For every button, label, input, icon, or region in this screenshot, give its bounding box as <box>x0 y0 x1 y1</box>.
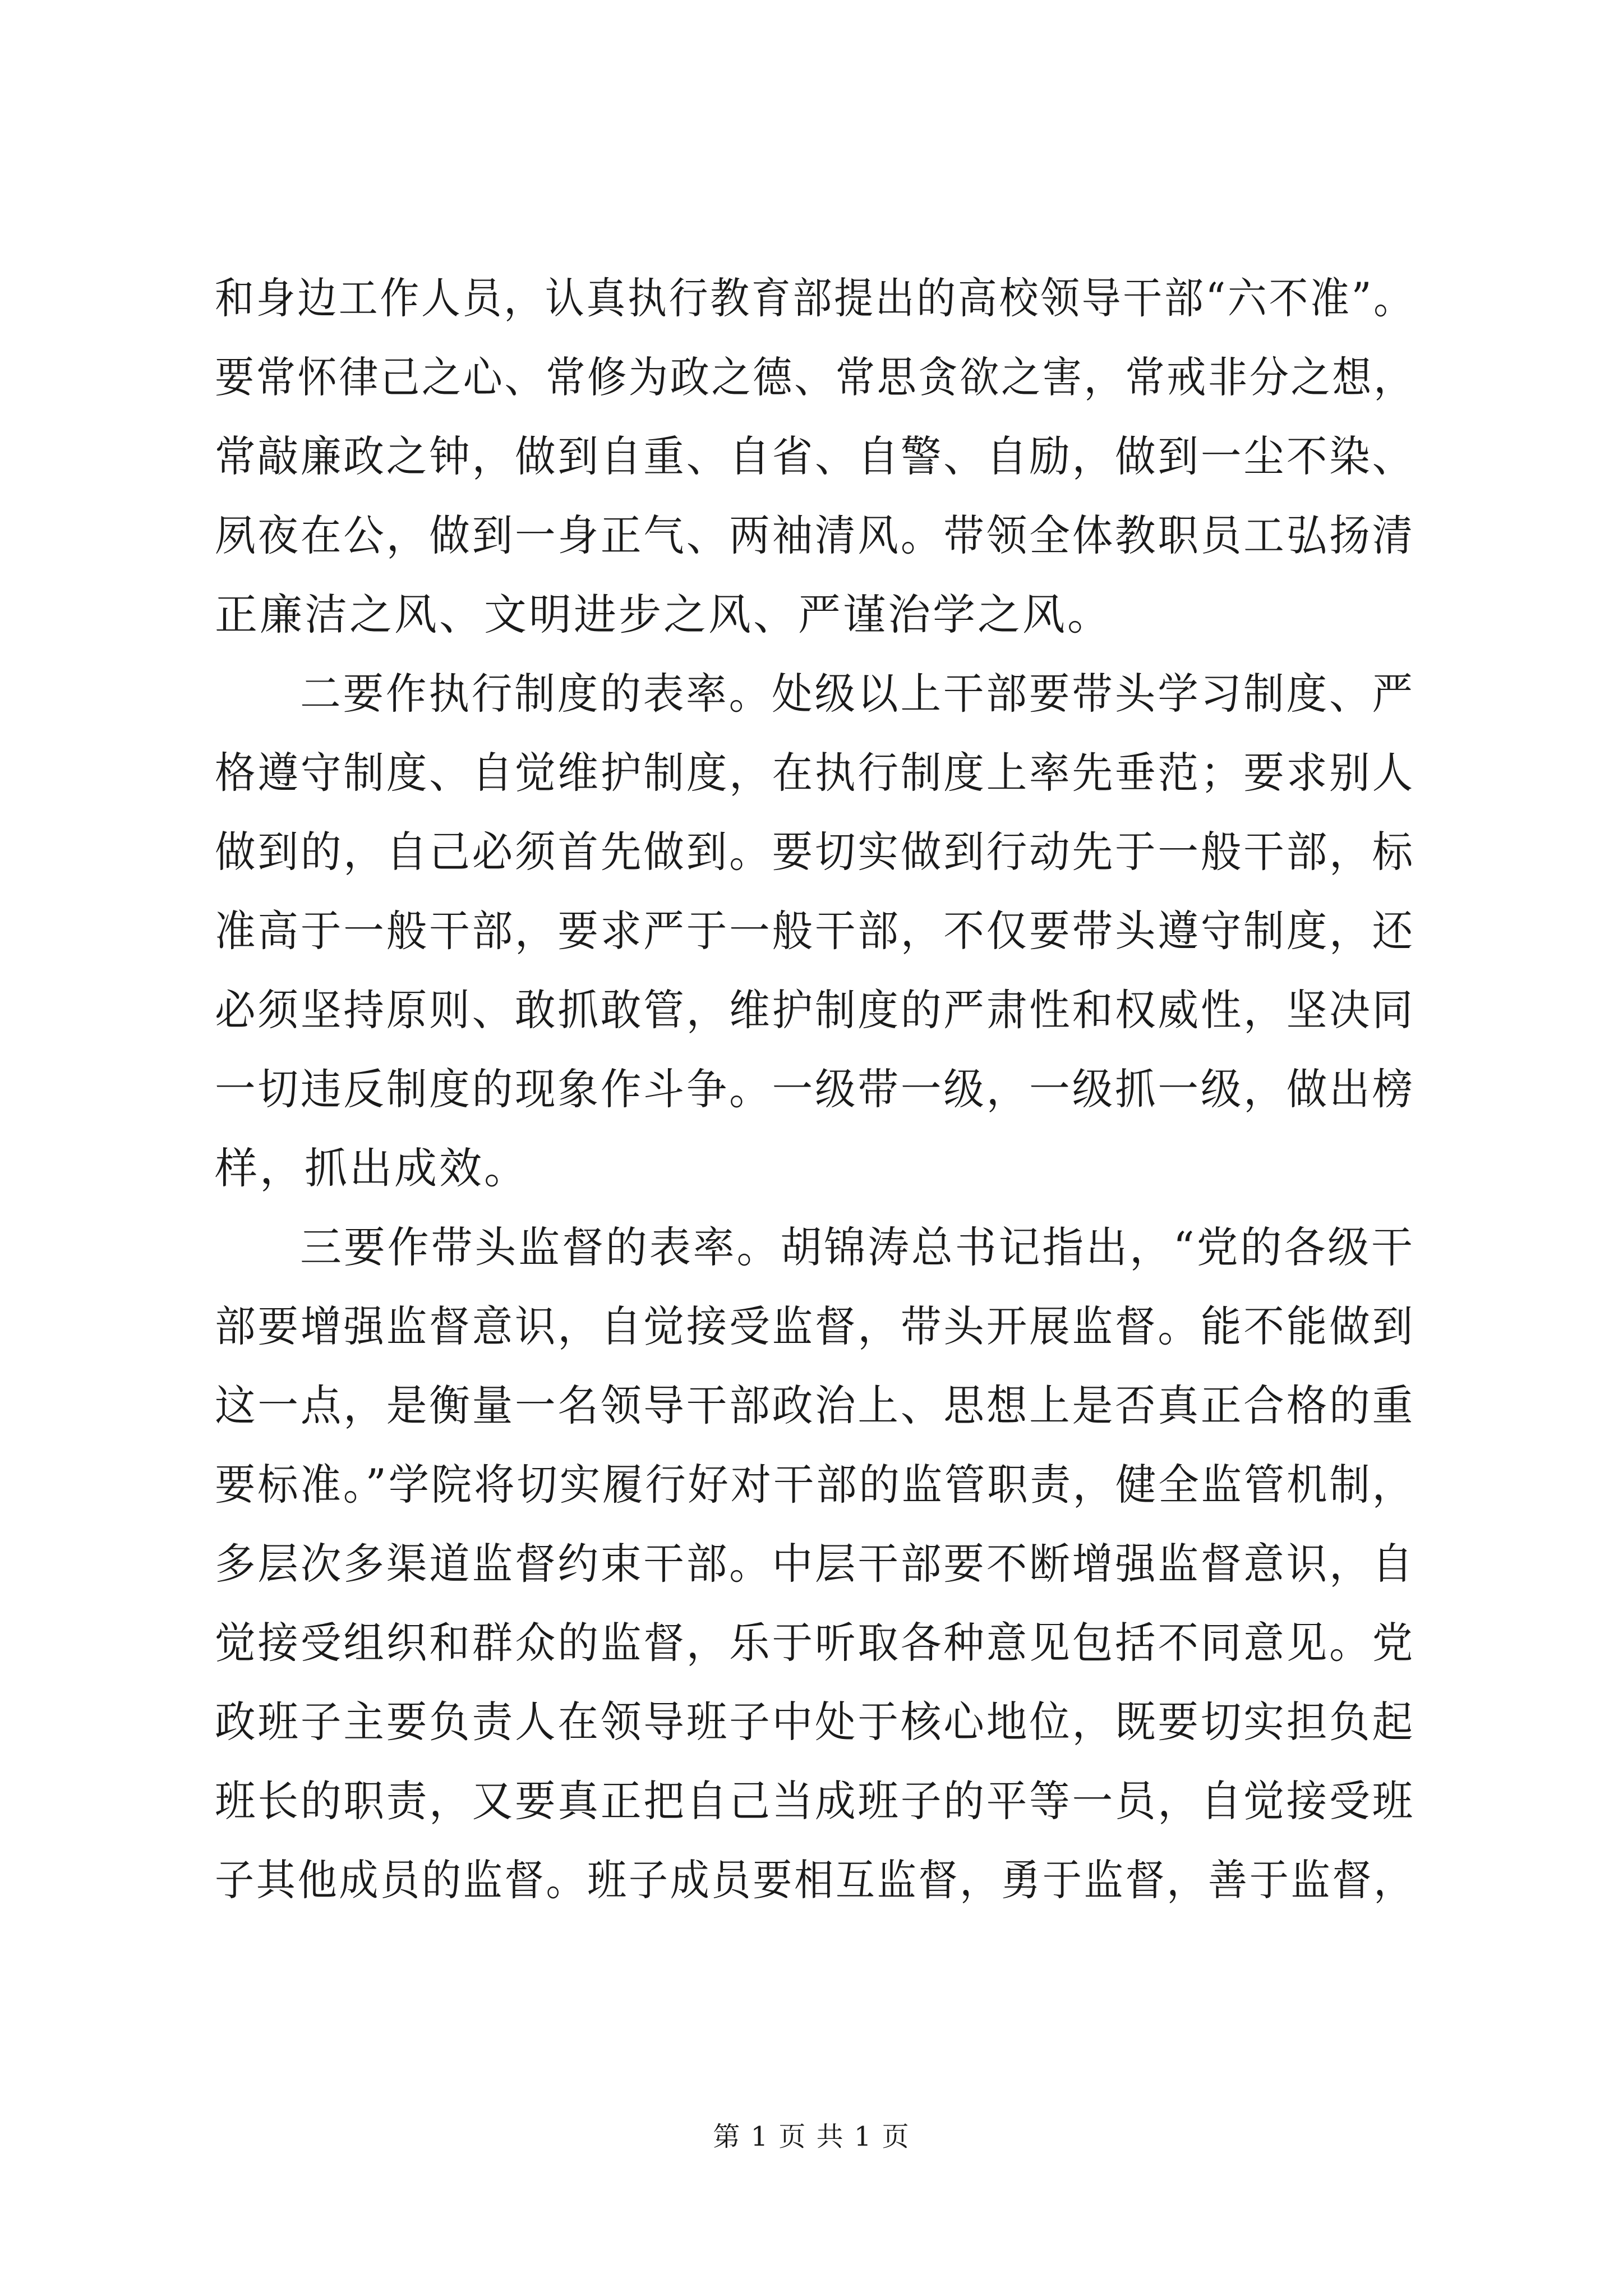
text-line: 正廉洁之风、文明进步之风、严谨治学之风。 <box>215 590 1112 639</box>
text-line: 夙夜在公，做到一身正气、两袖清风。带领全体教职员工弘扬清 <box>215 510 1415 560</box>
page-footer: 第 1 页 共 1 页 <box>713 2121 910 2152</box>
paragraph-start-line: 三要作带头监督的表率。胡锦涛总书记指出，“党的各级干 <box>300 1222 1415 1272</box>
text-line: 要标准。”学院将切实履行好对干部的监管职责，健全监管机制， <box>215 1460 1415 1510</box>
text-line: 做到的，自己必须首先做到。要切实做到行动先于一般干部，标 <box>215 827 1415 877</box>
text-line: 政班子主要负责人在领导班子中处于核心地位，既要切实担负起 <box>215 1697 1415 1747</box>
text-line: 要常怀律己之心、常修为政之德、常思贪欲之害，常戒非分之想， <box>215 352 1415 402</box>
text-line: 必须坚持原则、敢抓敢管，维护制度的严肃性和权威性，坚决同 <box>215 985 1415 1035</box>
text-line: 常敲廉政之钟，做到自重、自省、自警、自励，做到一尘不染、 <box>215 431 1415 481</box>
text-line: 和身边工作人员，认真执行教育部提出的高校领导干部“六不准”。 <box>215 273 1415 323</box>
text-line: 部要增强监督意识，自觉接受监督，带头开展监督。能不能做到 <box>215 1301 1415 1351</box>
text-line: 觉接受组织和群众的监督，乐于听取各种意见包括不同意见。党 <box>215 1618 1415 1668</box>
text-line: 一切违反制度的现象作斗争。一级带一级，一级抓一级，做出榜 <box>215 1064 1415 1114</box>
text-line: 子其他成员的监督。班子成员要相互监督，勇于监督，善于监督， <box>215 1855 1415 1905</box>
text-line: 样，抓出成效。 <box>215 1143 529 1193</box>
text-line: 准高于一般干部，要求严于一般干部，不仅要带头遵守制度，还 <box>215 906 1415 956</box>
paragraph-start-line: 二要作执行制度的表率。处级以上干部要带头学习制度、严 <box>300 669 1415 719</box>
text-line: 班长的职责，又要真正把自己当成班子的平等一员，自觉接受班 <box>215 1776 1415 1826</box>
text-line: 格遵守制度、自觉维护制度，在执行制度上率先垂范；要求别人 <box>215 748 1415 798</box>
text-line: 这一点，是衡量一名领导干部政治上、思想上是否真正合格的重 <box>215 1381 1415 1430</box>
text-line: 多层次多渠道监督约束干部。中层干部要不断增强监督意识，自 <box>215 1539 1415 1589</box>
